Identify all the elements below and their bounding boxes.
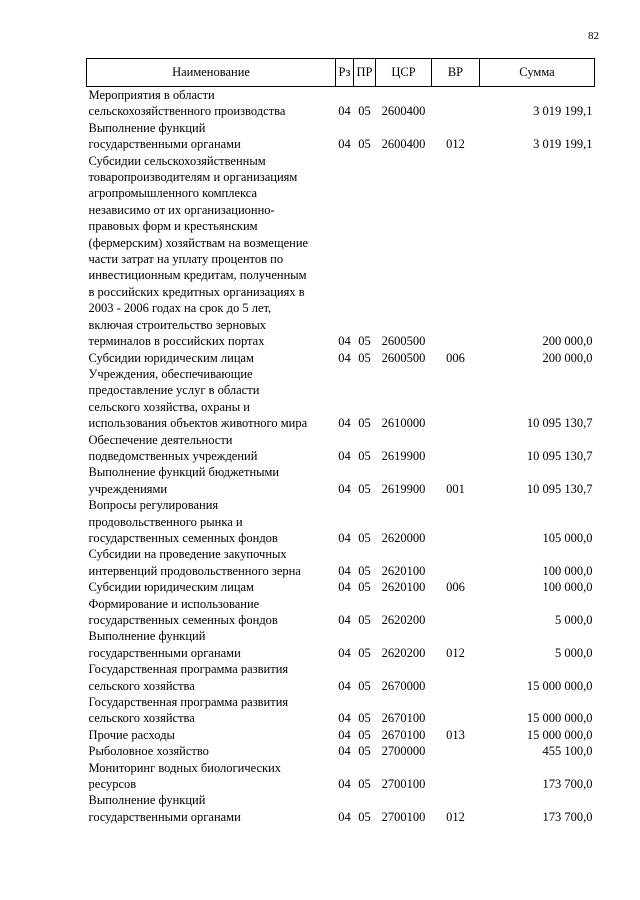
row-rz: 04	[338, 416, 351, 431]
row-csr: 2700100	[381, 777, 426, 792]
row-sum: 455 100,0	[542, 744, 593, 759]
row-csr: 2700000	[381, 744, 426, 759]
table-row	[87, 497, 595, 546]
table-row	[87, 694, 595, 727]
row-name: Субсидии сельскохозяйственным товаропроизводителям и организациям агропромышленного комплекса независимо от их организационно- правовых форм и крестьянским (фермерским) хозяйствам на возмещение части затрат на уплату процентов по инвестиционным кредитам, полученным в российских кредитных организациях в 2003 - 2006 годах на срок до 5 лет, включая строительство зерновых терминалов в российских портах	[88, 153, 309, 349]
row-name: Выполнение функций государственными органами	[88, 629, 241, 660]
row-rz: 04	[338, 481, 351, 496]
table-row	[87, 628, 595, 661]
table-row	[87, 579, 595, 595]
row-vr: 012	[446, 645, 465, 660]
row-rz: 04	[338, 350, 351, 365]
table-row	[87, 727, 595, 743]
row-rz: 04	[338, 777, 351, 792]
row-rz: 04	[338, 727, 351, 742]
row-csr: 2600400	[381, 104, 426, 119]
row-sum: 200 000,0	[542, 350, 593, 365]
table-row	[87, 743, 595, 759]
table-row	[87, 120, 595, 153]
row-sum: 15 000 000,0	[526, 711, 593, 726]
row-csr: 2600500	[381, 350, 426, 365]
row-name: Субсидии юридическим лицам	[88, 350, 254, 365]
table-row	[87, 760, 595, 793]
row-pr: 05	[358, 613, 371, 627]
row-vr: 001	[446, 481, 465, 496]
row-name: Обеспечение деятельности подведомственных учреждений	[88, 432, 258, 463]
row-csr: 2670000	[381, 678, 426, 693]
table-body	[87, 87, 595, 826]
row-rz: 04	[338, 334, 351, 349]
row-sum: 10 095 130,7	[526, 481, 593, 496]
row-name: Вопросы регулирования продовольственного рынка и государственных семенных фондов	[88, 498, 278, 545]
row-csr: 2600400	[381, 137, 426, 152]
row-pr: 05	[358, 563, 371, 578]
row-sum: 15 000 000,0	[526, 678, 593, 693]
row-vr	[432, 87, 480, 120]
row-sum: 3 019 199,1	[533, 104, 593, 119]
row-sum: 200 000,0	[542, 334, 593, 349]
row-vr	[432, 694, 480, 727]
table-row	[87, 661, 595, 694]
table-row	[87, 366, 595, 432]
row-vr	[432, 760, 480, 793]
row-pr: 05	[358, 481, 371, 496]
header-vr: ВР	[432, 59, 480, 87]
table-row	[87, 350, 595, 366]
table-row	[87, 432, 595, 465]
row-csr: 2670100	[381, 711, 426, 726]
row-sum: 173 700,0	[542, 809, 593, 824]
row-pr: 05	[358, 350, 371, 365]
row-pr: 05	[358, 580, 371, 595]
row-csr: 2610000	[381, 416, 426, 431]
row-vr: 012	[446, 809, 465, 824]
row-sum: 15 000 000,0	[526, 727, 593, 742]
row-pr: 05	[358, 448, 371, 463]
row-rz: 04	[338, 563, 351, 578]
row-name: Субсидии на проведение закупочных интервенций продовольственного зерна	[88, 547, 301, 578]
row-name: Выполнение функций государственными органами	[88, 120, 241, 152]
row-vr	[432, 153, 480, 350]
header-name: Наименование	[87, 59, 336, 87]
row-rz: 04	[338, 104, 351, 119]
row-name: Прочие расходы	[88, 727, 175, 742]
row-vr	[432, 497, 480, 546]
header-rz: Рз	[336, 59, 354, 87]
row-rz: 04	[338, 580, 351, 595]
row-rz: 04	[338, 809, 351, 824]
row-vr: 012	[446, 137, 465, 152]
row-pr: 05	[358, 744, 371, 759]
row-rz: 04	[338, 448, 351, 463]
row-sum: 173 700,0	[542, 777, 593, 792]
row-vr	[432, 743, 480, 759]
row-vr	[432, 546, 480, 579]
row-sum: 5 000,0	[555, 613, 593, 627]
row-csr: 2620100	[381, 563, 426, 578]
table-row	[87, 596, 595, 629]
row-pr: 05	[358, 777, 371, 792]
row-rz: 04	[338, 137, 351, 152]
row-vr	[432, 366, 480, 432]
row-name: Субсидии юридическим лицам	[88, 580, 254, 595]
row-rz: 04	[338, 530, 351, 545]
row-pr: 05	[358, 530, 371, 545]
row-vr	[432, 661, 480, 694]
row-vr: 013	[446, 727, 465, 742]
row-name: Мероприятия в области сельскохозяйственного производства	[88, 88, 286, 119]
row-vr	[432, 596, 480, 629]
row-csr: 2700100	[381, 809, 426, 824]
row-rz: 04	[338, 711, 351, 726]
row-sum: 3 019 199,1	[533, 137, 593, 152]
row-vr	[432, 432, 480, 465]
row-name: Мониторинг водных биологических ресурсов	[88, 760, 282, 792]
row-sum: 105 000,0	[542, 530, 593, 545]
table-row	[87, 546, 595, 579]
row-vr: 006	[446, 350, 465, 365]
row-sum: 5 000,0	[555, 645, 593, 660]
table-row	[87, 464, 595, 497]
row-pr: 05	[358, 334, 371, 349]
table-header	[87, 59, 595, 87]
row-rz: 04	[338, 613, 351, 627]
row-name: Формирование и использование государственных семенных фондов	[88, 596, 278, 627]
row-name: Выполнение функций государственными органами	[88, 793, 241, 824]
row-rz: 04	[338, 678, 351, 693]
row-csr: 2620200	[381, 613, 426, 627]
row-pr: 05	[358, 678, 371, 693]
header-pr: ПР	[354, 59, 376, 87]
row-sum: 10 095 130,7	[526, 448, 593, 463]
table-row	[87, 87, 595, 120]
row-name: Учреждения, обеспечивающие предоставление услуг в области сельского хозяйства, охраны и использования объектов животного мира	[88, 366, 308, 431]
row-pr: 05	[358, 137, 371, 152]
row-pr: 05	[358, 645, 371, 660]
row-vr: 006	[446, 580, 465, 595]
row-name: Выполнение функций бюджетными учреждениями	[88, 465, 280, 496]
row-sum: 100 000,0	[542, 563, 593, 578]
table-row	[87, 792, 595, 825]
row-csr: 2619900	[381, 448, 426, 463]
row-csr: 2619900	[381, 481, 426, 496]
row-pr: 05	[358, 104, 371, 119]
header-sum: Сумма	[480, 59, 595, 87]
row-pr: 05	[358, 809, 371, 824]
row-sum: 10 095 130,7	[526, 416, 593, 431]
row-csr: 2620200	[381, 645, 426, 660]
row-csr: 2600500	[381, 334, 426, 349]
page-number: 82	[588, 30, 599, 42]
header-csr: ЦСР	[376, 59, 432, 87]
row-name: Государственная программа развития сельского хозяйства	[88, 662, 289, 693]
row-name: Государственная программа развития сельского хозяйства	[88, 695, 289, 726]
row-csr: 2670100	[381, 727, 426, 742]
row-rz: 04	[338, 744, 351, 759]
table-row	[87, 153, 595, 350]
row-pr: 05	[358, 727, 371, 742]
row-csr: 2620000	[381, 530, 426, 545]
row-sum: 100 000,0	[542, 580, 593, 595]
row-csr: 2620100	[381, 580, 426, 595]
row-name: Рыболовное хозяйство	[88, 744, 209, 759]
row-rz: 04	[338, 645, 351, 660]
row-pr: 05	[358, 711, 371, 726]
budget-table	[86, 58, 595, 825]
row-pr: 05	[358, 416, 371, 431]
